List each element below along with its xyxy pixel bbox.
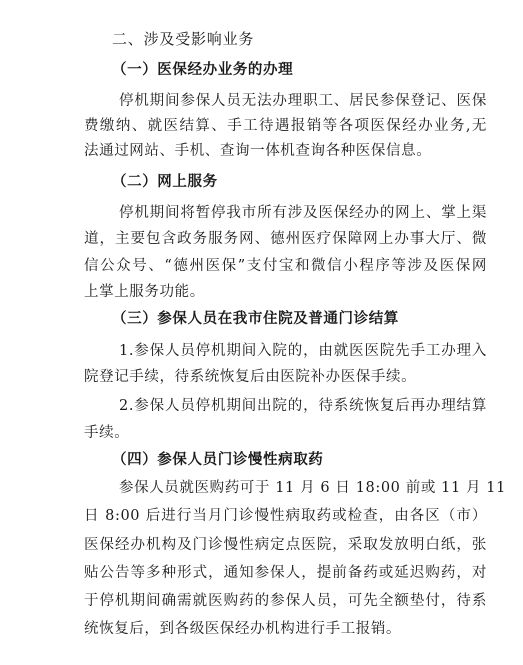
paragraph-line: 院登记手续，待系统恢复后由医院补办医保手续。 xyxy=(84,369,417,385)
paragraph-line: 贴公告等多种形式，通知参保人，提前备药或延迟购药，对 xyxy=(84,565,487,581)
subsection-heading-2: （二）网上服务 xyxy=(112,173,218,190)
paragraph-line: 2.参保人员停机期间出院的，待系统恢复后再办理结算 xyxy=(119,398,487,414)
paragraph-line: 日 8:00 后进行当月门诊慢性病取药或检查，由各区（市） xyxy=(84,508,487,524)
paragraph-line: 费缴纳、就医结算、手工待遇报销等各项医保经办业务,无 xyxy=(84,118,487,134)
paragraph-line: 参保人员就医购药可于 11 月 6 日 18:00 前或 11 月 11 xyxy=(119,480,506,496)
paragraph-line: 统恢复后，到各级医保经办机构进行手工报销。 xyxy=(84,621,402,637)
subsection-heading-3: （三）参保人员在我市住院及普通门诊结算 xyxy=(112,310,399,327)
paragraph-line: 停机期间将暂停我市所有涉及医保经办的网上、掌上渠 xyxy=(119,205,487,221)
paragraph-line: 1.参保人员停机期间入院的，由就医医院先手工办理入 xyxy=(119,343,487,359)
paragraph-line: 医保经办机构及门诊慢性病定点医院，采取发放明白纸，张 xyxy=(84,537,487,553)
subsection-heading-1: （一）医保经办业务的办理 xyxy=(112,61,294,78)
paragraph-line: 手续。 xyxy=(84,425,130,441)
subsection-heading-4: （四）参保人员门诊慢性病取药 xyxy=(112,451,324,468)
paragraph-line: 道，主要包含政务服务网、德州医疗保障网上办事大厅、微 xyxy=(84,231,487,247)
paragraph-line: 于停机期间确需就医购药的参保人员，可先全额垫付，待系 xyxy=(84,593,487,609)
paragraph-line: 停机期间参保人员无法办理职工、居民参保登记、医保 xyxy=(119,93,487,109)
paragraph-line: 信公众号、“德州医保”支付宝和微信小程序等涉及医保网 xyxy=(84,258,487,274)
paragraph-line: 上掌上服务功能。 xyxy=(84,284,205,300)
paragraph-line: 法通过网站、手机、查询一体机查询各种医保信息。 xyxy=(84,143,432,159)
section-title: 二、涉及受影响业务 xyxy=(112,30,255,48)
